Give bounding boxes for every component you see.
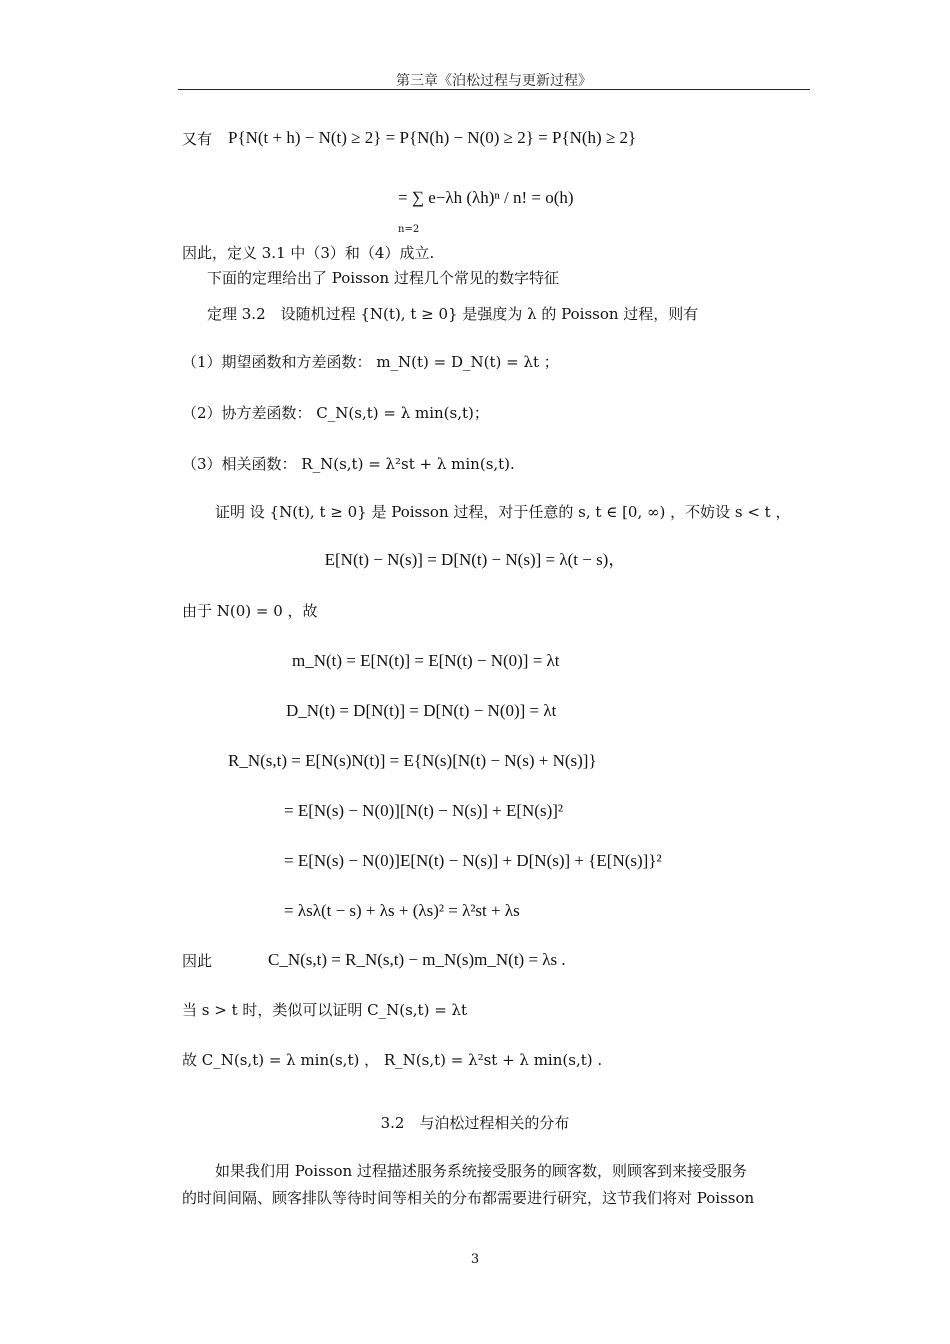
equation-sum: = ∑ e−λh (λh)ⁿ / n! = o(h) — [398, 188, 574, 207]
running-header: 第三章《泊松过程与更新过程》 — [396, 73, 592, 89]
paragraph-line-2: 的时间间隔、顾客排队等待时间等相关的分布都需要进行研究，这节我们将对 Poisson — [182, 1189, 755, 1207]
equation-step-4: = λsλ(t − s) + λs + (λs)² = λ²st + λs — [284, 901, 520, 920]
line-when-s-greater: 当 s > t 时，类似可以证明 C_N(s,t) = λt — [182, 1001, 468, 1019]
sum-lower-limit: n=2 — [398, 224, 420, 235]
line-intro-theorem: 下面的定理给出了 Poisson 过程几个常见的数字特征 — [207, 269, 559, 287]
line-final-result: 故 C_N(s,t) = λ min(s,t) ， R_N(s,t) = λ²st + λ min(s,t) . — [182, 1051, 603, 1069]
equation-step-2: = E[N(s) − N(0)][N(t) − N(s)] + E[N(s)]² — [284, 801, 563, 820]
equation-variance: D_N(t) = D[N(t)] = D[N(t) − N(0)] = λt — [286, 701, 557, 720]
proof-start: 证明 设 {N(t), t ≥ 0} 是 Poisson 过程，对于任意的 s, t ∈ [0, ∞) ，不妨设 s < t ， — [215, 503, 791, 521]
equation-covariance: C_N(s,t) = R_N(s,t) − m_N(s)m_N(t) = λs . — [268, 950, 566, 969]
paragraph-line-1: 如果我们用 Poisson 过程描述服务系统接受服务的顾客数，则顾客到来接受服务 — [215, 1162, 747, 1180]
equation-increment: E[N(t) − N(s)] = D[N(t) − N(s)] = λ(t − s)， — [324, 550, 626, 569]
equation-probability: P{N(t + h) − N(t) ≥ 2} = P{N(h) − N(0) ≥ 2} = P{N(h) ≥ 2} — [228, 128, 637, 147]
equation-correlation: R_N(s,t) = E[N(s)N(t)] = E{N(s)[N(t) − N(s) + N(s)]} — [228, 751, 597, 770]
line-therefore-label: 因此 — [182, 952, 213, 970]
section-title: 3.2 与泊松过程相关的分布 — [380, 1114, 570, 1132]
equation-step-3: = E[N(s) − N(0)]E[N(t) − N(s)] + D[N(s)] + {E[N(s)]}² — [284, 851, 662, 870]
header-rule — [178, 89, 810, 90]
line-also-label: 又有 — [182, 130, 213, 148]
theorem-item-2: （2）协方差函数： C_N(s,t) = λ min(s,t)； — [182, 404, 489, 422]
equation-mean: m_N(t) = E[N(t)] = E[N(t) − N(0)] = λt — [292, 651, 560, 670]
theorem-statement: 定理 3.2 设随机过程 {N(t), t ≥ 0} 是强度为 λ 的 Poisson 过程，则有 — [207, 305, 699, 323]
theorem-item-3: （3）相关函数： R_N(s,t) = λ²st + λ min(s,t). — [182, 455, 515, 473]
line-conclusion: 因此，定义 3.1 中（3）和（4）成立. — [182, 244, 435, 262]
line-since: 由于 N(0) = 0 ，故 — [182, 602, 318, 620]
theorem-item-1: （1）期望函数和方差函数： m_N(t) = D_N(t) = λt ； — [182, 353, 559, 371]
page-number: 3 — [470, 1252, 480, 1267]
